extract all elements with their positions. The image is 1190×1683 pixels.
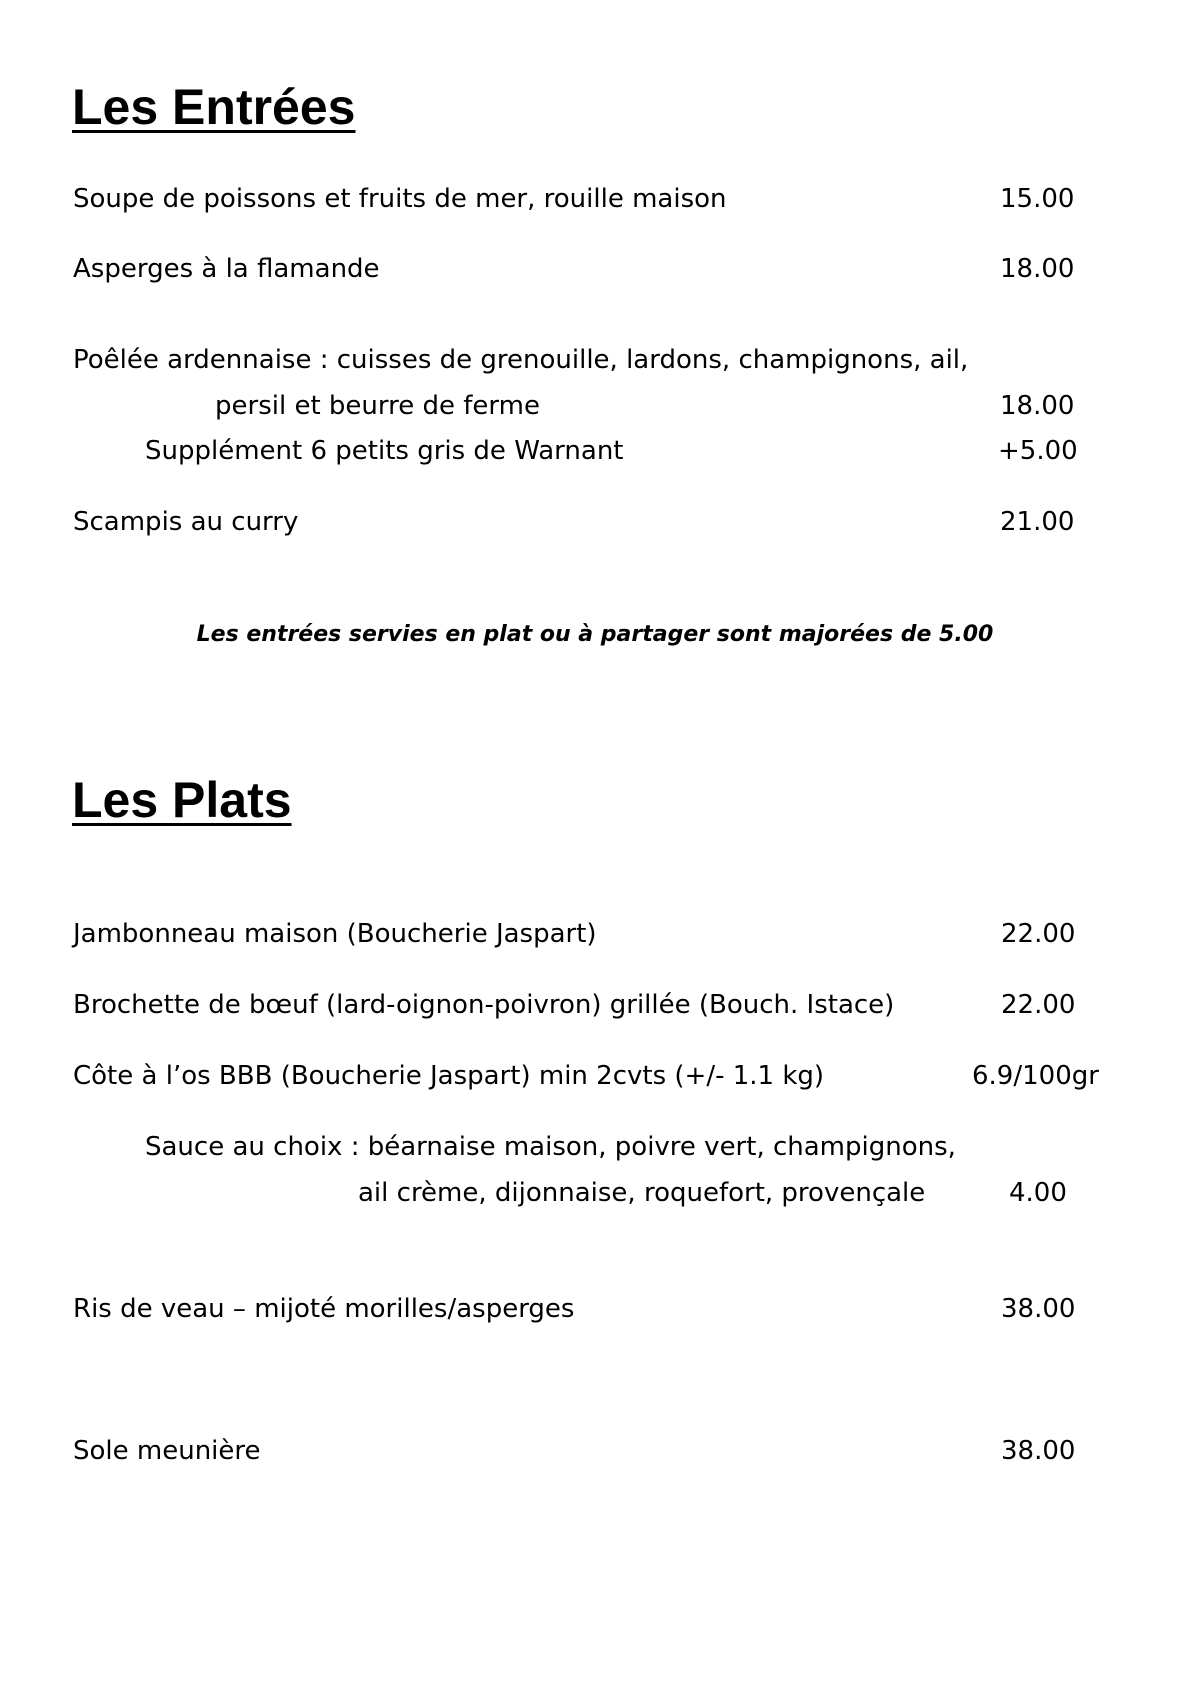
entrees-note: Les entrées servies en plat ou à partager sont majorées de 5.00 (196, 622, 994, 647)
menu-item-scampis-price: 21.00 (1000, 507, 1075, 537)
menu-item-jambonneau-name: Jambonneau maison (Boucherie Jaspart) (73, 919, 597, 949)
menu-item-supplement-name: Supplément 6 petits gris de Warnant (145, 436, 624, 466)
menu-item-cote-price: 6.9/100gr (972, 1061, 1099, 1091)
menu-item-brochette-price: 22.00 (1001, 990, 1076, 1020)
menu-item-sauce-name-line1: Sauce au choix : béarnaise maison, poivre vert, champignons, (145, 1132, 956, 1162)
menu-item-jambonneau-price: 22.00 (1001, 919, 1076, 949)
menu-item-asperges-price: 18.00 (1000, 254, 1075, 284)
menu-item-cote-name: Côte à l’os BBB (Boucherie Jaspart) min 2cvts (+/- 1.1 kg) (73, 1061, 825, 1091)
menu-item-poelee-name-line1: Poêlée ardennaise : cuisses de grenouille, lardons, champignons, ail, (73, 345, 969, 375)
menu-item-supplement-price: +5.00 (998, 436, 1078, 466)
menu-item-asperges-name: Asperges à la flamande (73, 254, 380, 284)
menu-item-soupe-price: 15.00 (1000, 184, 1075, 214)
menu-item-sole-name: Sole meunière (73, 1436, 261, 1466)
menu-item-ris-price: 38.00 (1001, 1294, 1076, 1324)
menu-item-soupe-name: Soupe de poissons et fruits de mer, rouille maison (73, 184, 727, 214)
menu-item-ris-name: Ris de veau – mijoté morilles/asperges (73, 1294, 575, 1324)
menu-item-scampis-name: Scampis au curry (73, 507, 299, 537)
section-title-entrees: Les Entrées (72, 79, 356, 135)
menu-item-sole-price: 38.00 (1001, 1436, 1076, 1466)
menu-item-poelee-name-line2: persil et beurre de ferme (215, 391, 540, 421)
menu-item-sauce-price: 4.00 (1009, 1178, 1067, 1208)
section-title-plats: Les Plats (72, 772, 292, 828)
menu-item-sauce-name-line2: ail crème, dijonnaise, roquefort, provençale (358, 1178, 926, 1208)
menu-item-poelee-price: 18.00 (1000, 391, 1075, 421)
menu-item-brochette-name: Brochette de bœuf (lard-oignon-poivron) grillée (Bouch. Istace) (73, 990, 895, 1020)
